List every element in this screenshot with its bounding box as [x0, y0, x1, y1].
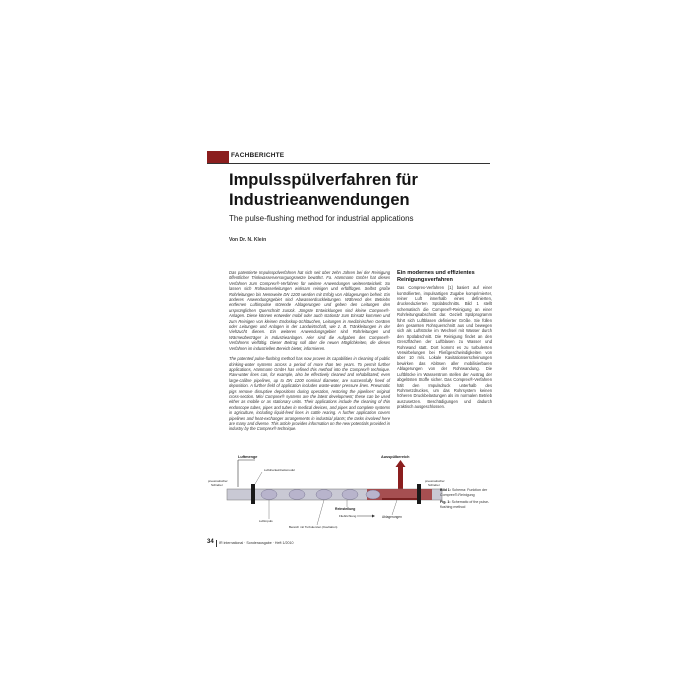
abstract-english: The patented pulse-flushing method has now proven its capabilities in cleaning of public drinking-water systems across a period of more than ten years. To permit further applications, Hammann GmbH has refined this method into the Comprex® technique. Raw-water lines can, for example, also be effectively cleaned and rehabilitated; even large-calibre pipelines, up to DN 1200 nominal diameter, are successfully freed of deposition. A further field of application includes waste-water pressure lines. Pneumatic pigs remove disruptive depositions during operation, restoring the pipelines' original cross-section. Mini Comprex® systems are the latest development; these can be used either as mobile or as stationary units. Their applications include the cleaning of thin endoscope tubes, pipes and tubes in medical devices, and pipes and complete systems in agriculture, including liquid-feed lines in cattle rearing. A further application covers pipelines and heat-exchanger arrangements in industrial plants; the tasks involved here are many and diverse. This article provides information on the new potentials provided in industry by the Comprex® technique.	[229, 356, 390, 432]
section-label: FACHBERICHTE	[231, 152, 285, 159]
section-heading	[397, 270, 492, 283]
module-pointer	[255, 472, 262, 484]
diagram-label-flow: Fließrichtung	[339, 514, 357, 518]
turbulence-pointer	[317, 500, 324, 525]
body-paragraph: Das Comprex-Verfahren [1] basiert auf einer kontrollierten, impulsartigen Zugabe komprimierter, reiner Luft innerhalb eines definierten, druckreduzierten Spülabschnitts. Bild 1 stellt schematisch die Comprex®-Reinigung an einer Rohrleitungsabschnitt dar. Gezielt Spülprogramm führt sich Luftblasen definierter Größe. Sie füllen den gesamten Rohrquerschnitt aus und bewegen sich als Luftstöcke im Wechsel mit Wasser durch den Spülabschnitt. Die Reinigung findet an den Grenzflächen der Luftblasen zu Wasser und Rohrwand statt. Dort kommt es zu turbulenten Verwirbelungen bei Fließgeschwindigkeiten von über 10 m/s. Lokale Kavitationserscheinungen bewirken das Ablösen aller mobilisierbaren Ablagerungen von der Rohrwandung. Die Luftblöcke im Wasserstrom stellen der Austrag der abgelösten Stoffe sicher. Das Comprex®-Verfahren hält den Impulsdruck unterhalb des Rohrnetzdruckes, um das Rohrsystem keinen höheren Druckbelastungen als im normalen Betrieb auszusetzen. Beschädigungen und dadurch praktisch ausgeschlossen.	[397, 285, 492, 410]
title-line-1: Impulsspülverfahren für	[229, 171, 418, 189]
article-author: Von Dr. N. Klein	[229, 237, 267, 243]
figure-captions	[440, 488, 494, 512]
caption-german-text: Schema: Funktion der Comprex®-Reinigung	[440, 488, 488, 497]
right-column	[397, 270, 492, 415]
section-rule	[207, 163, 490, 164]
abstract-german: Das patentierte Impulsspülverfahren hat sich seit über zehn Jahren bei der Reinigung öffentlicher Trinkwasserversorgungsnetze bewährt. Fa. Hammann GmbH hat dieses Verfahren zum Comprex®-Verfahren für weitere Anwendungen weiterentwickelt. So lassen sich Rohwasserleitungen wirksam reinigen und erfüllfügen. Selbst große Rohrleitungen bis Nennweite DN 1200 werden mit Erfolg von Ablagerungen befreit. Ein anderes Anwendungsgebiet sind Abwasserdruckleitungen. Während des Betriebs entfernen Luftimpulse störende Ablagerungen und geben den Leitungen den ursprünglichen Querschnitt zurück. Jüngste Entwicklungen sind kleine Comprex®-Anlagen. Diese können entweder mobil oder auch stationär zum Einsatz kommen und zum Reinigen von kleinen Endoskop-Schläuchen, Leitungen in medizinischen Geräten oder Leitungen und Anlagen in der Landwirtschaft, wie z. B. Tränkleitungen in der Viehzucht dienen. Ein weiteres Anwendungsgebiet sind Rohrleitungen und Wärmeüberträger in Industrieanlagen. Hier sind die Aufgaben des Comprex®-Verfahrens vielfältig. Dieser Beitrag soll über die neuen Möglichkeiten, die dieses Verfahren im industriellen Bereich bietet, informieren.	[229, 270, 390, 351]
section-header	[207, 151, 490, 164]
air-bubble	[289, 490, 305, 500]
title-line-2: Industrieanwendungen	[229, 191, 410, 209]
diagram-label-deposits: Ablagerungen	[382, 515, 402, 519]
section-color-block	[207, 151, 229, 163]
diagram-label-outlet-2: Schieber	[428, 483, 440, 487]
caption-german-label: Bild 1:	[440, 488, 451, 492]
air-bubble	[261, 490, 277, 500]
air-bubble	[342, 490, 358, 500]
caption-english-label: Fig. 1:	[440, 500, 451, 505]
diagram-label-center: Reinstellung	[335, 507, 356, 511]
diagram-label-turbulence: Bereich mit Turbulenzen (Kavitation)	[289, 525, 338, 529]
diagram-label-module: Luftdruckeinheitsmodul	[264, 468, 295, 472]
diagram-label-outlet-1: pneumatischer	[425, 479, 445, 483]
article-subtitle: The pulse-flushing method for industrial applications	[229, 214, 414, 223]
diagram-label-impulse: Luftimpuls	[259, 519, 273, 523]
outlet-arrow-head	[396, 460, 406, 467]
air-bubble	[366, 490, 380, 499]
section-heading-line-2: Reinigungsverfahren	[397, 276, 453, 283]
deposit-pointer	[392, 500, 397, 515]
outlet-valve	[417, 484, 421, 504]
page-footer	[207, 539, 492, 549]
outlet-arrow-shaft	[398, 467, 403, 490]
caption-english	[440, 500, 494, 509]
diagram-label-luftmenge: Luftmenge	[238, 455, 258, 459]
caption-german	[440, 488, 494, 497]
air-bubble	[316, 490, 332, 500]
footer-separator	[216, 540, 217, 547]
inlet-valve	[251, 484, 255, 504]
diagram-label-inlet-2: Schieber	[211, 483, 223, 487]
diagram-label-outlet-area: Ausspülbereich	[381, 455, 410, 459]
section-heading-line-1: Ein modernes und effizientes	[397, 270, 475, 276]
deposit-band	[382, 498, 417, 500]
left-column	[229, 270, 390, 437]
footer-text: IR international · Sonderausgabe · Heft 1/2010	[219, 541, 294, 545]
page-number: 34	[207, 539, 214, 545]
caption-english-text: Schematic of the pulse-flushing method	[440, 500, 490, 509]
article-title	[229, 170, 499, 210]
flow-arrow-head	[372, 515, 375, 518]
diagram-label-inlet-1: pneumatischer	[208, 479, 228, 483]
